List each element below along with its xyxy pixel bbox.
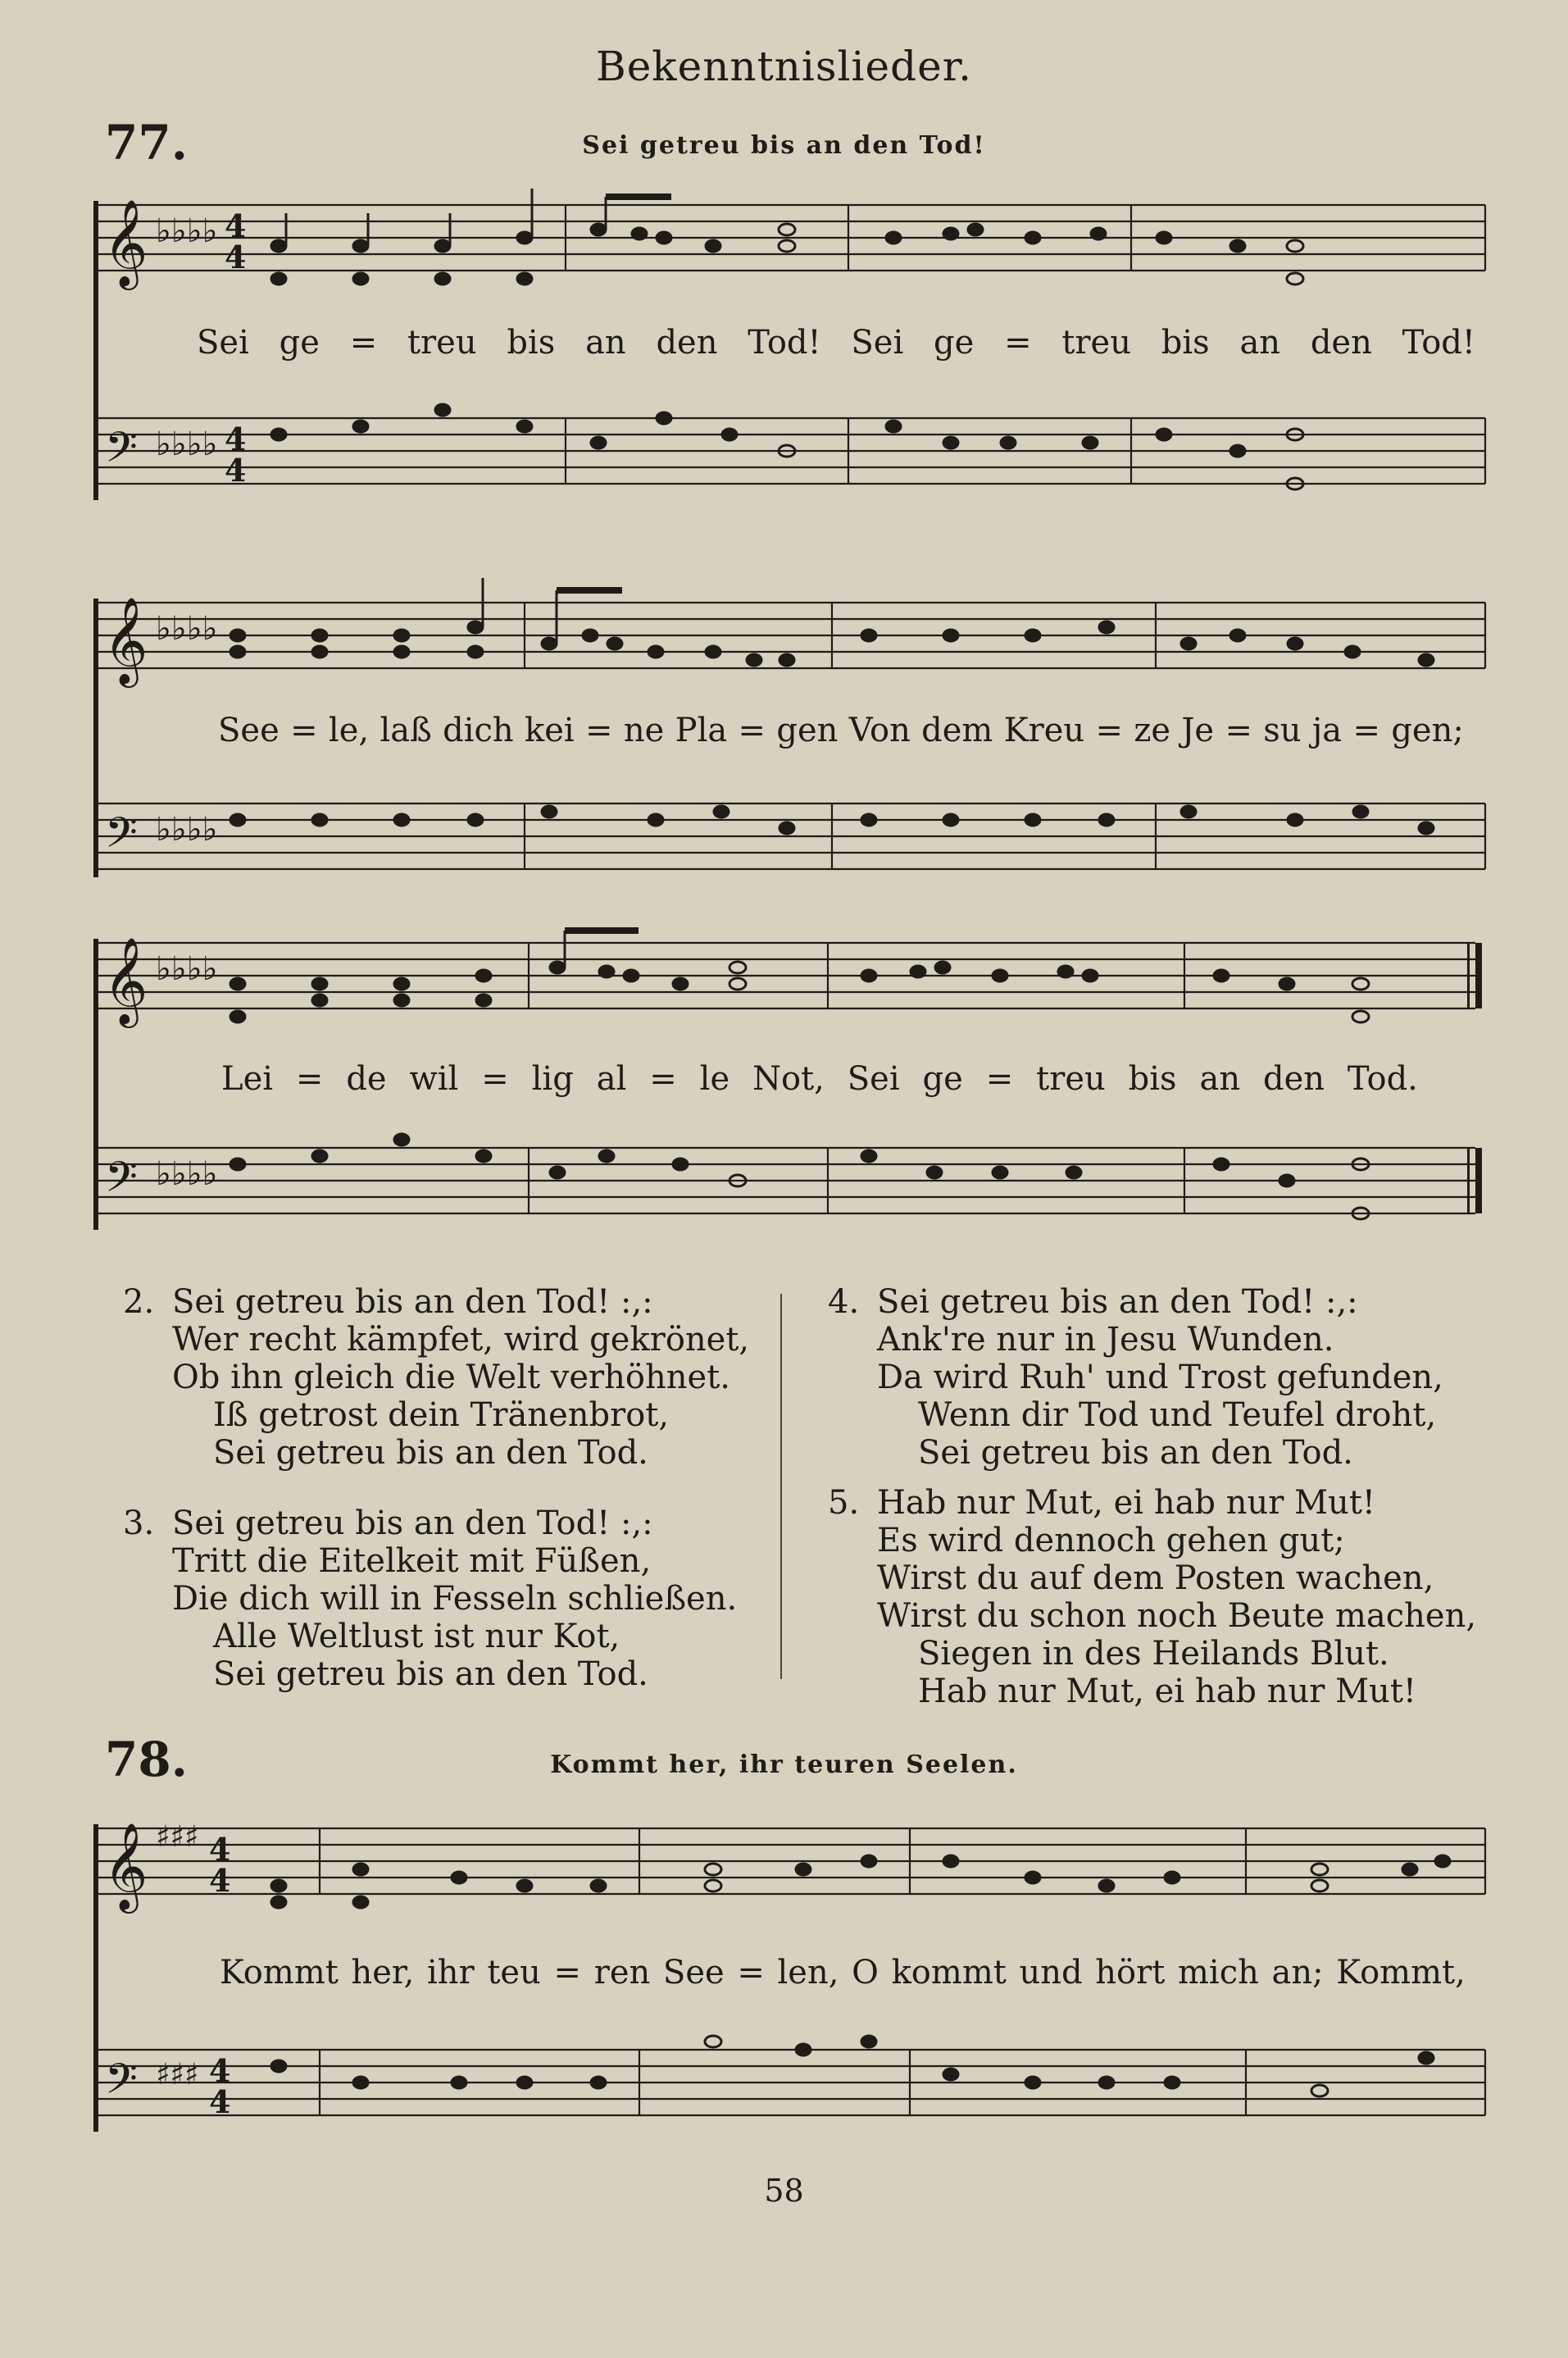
- lyric-syllable: gen;: [1391, 712, 1464, 749]
- lyric-syllable: Sei: [197, 324, 249, 362]
- lyric-line: [221, 1060, 1418, 1098]
- lyric-syllable: her,: [351, 1954, 415, 1992]
- verse-line: Wirst du auf dem Posten wachen,: [877, 1559, 1434, 1597]
- lyric-syllable: See: [218, 712, 280, 749]
- lyric-syllable: Kommt: [220, 1954, 339, 1992]
- lyric-syllable: den: [1310, 324, 1372, 362]
- svg-text:♭♭♭♭: ♭♭♭♭: [156, 212, 218, 250]
- verse: [828, 1484, 1476, 1710]
- verse-line: Da wird Ruh' und Trost gefunden,: [877, 1359, 1443, 1396]
- lyric-syllable: den: [1262, 1060, 1325, 1098]
- lyric-syllable: Tod!: [748, 324, 821, 362]
- lyric-syllable: hört: [1095, 1954, 1166, 1992]
- verse-line: Hab nur Mut, ei hab nur Mut!: [877, 1484, 1375, 1522]
- lyric-syllable: Von: [848, 712, 911, 749]
- lyric-line: [197, 324, 1475, 362]
- lyric-syllable: =: [553, 1954, 582, 1992]
- svg-text:4: 4: [225, 452, 247, 489]
- lyric-syllable: de: [346, 1060, 387, 1098]
- svg-text:𝄢: 𝄢: [105, 808, 138, 867]
- lyric-syllable: Kreu: [1003, 712, 1085, 749]
- lyric-syllable: =: [737, 1954, 765, 1992]
- lyric-syllable: =: [1004, 324, 1032, 362]
- lyric-syllable: dem: [921, 712, 993, 749]
- verse-line: Sei getreu bis an den Tod.: [213, 1434, 648, 1472]
- lyric-syllable: =: [1352, 712, 1380, 749]
- svg-text:4: 4: [225, 207, 247, 244]
- verse: [123, 1283, 749, 1472]
- lyric-syllable: treu: [407, 324, 477, 362]
- hymn-number: 78.: [105, 1732, 188, 1787]
- page-header: Bekenntnislieder.: [595, 43, 973, 90]
- page-number: 58: [764, 2173, 804, 2209]
- verse-number: 4.: [828, 1283, 860, 1321]
- lyric-syllable: bis: [1161, 324, 1210, 362]
- lyric-syllable: =: [649, 1060, 677, 1098]
- lyric-syllable: =: [585, 712, 613, 749]
- lyric-syllable: lig: [531, 1060, 574, 1098]
- lyric-syllable: Tod.: [1347, 1060, 1418, 1098]
- lyric-syllable: Not,: [752, 1060, 825, 1098]
- lyric-syllable: mich: [1177, 1954, 1259, 1992]
- lyric-syllable: bis: [1128, 1060, 1177, 1098]
- verse-number: 3.: [123, 1504, 155, 1542]
- lyric-syllable: an: [1199, 1060, 1241, 1098]
- verse-line: Es wird dennoch gehen gut;: [877, 1522, 1345, 1559]
- lyric-syllable: dich: [443, 712, 514, 749]
- svg-text:4: 4: [225, 239, 247, 275]
- lyric-syllable: ze: [1134, 712, 1171, 749]
- lyric-syllable: ge: [922, 1060, 963, 1098]
- lyric-syllable: Sei: [851, 324, 904, 362]
- lyric-line: [220, 1954, 1466, 1992]
- lyric-syllable: Je: [1181, 712, 1215, 749]
- lyric-syllable: Kommt,: [1336, 1954, 1466, 1992]
- lyric-syllable: =: [738, 712, 766, 749]
- verse-line: Iß getrost dein Tränenbrot,: [213, 1396, 670, 1434]
- verse-line: Tritt die Eitelkeit mit Füßen,: [172, 1542, 652, 1580]
- lyric-syllable: treu: [1061, 324, 1131, 362]
- hymn-title: Sei getreu bis an den Tod!: [582, 131, 986, 160]
- svg-text:♭♭♭♭: ♭♭♭♭: [156, 810, 218, 849]
- lyric-syllable: Pla: [675, 712, 728, 749]
- lyric-syllable: ge: [934, 324, 975, 362]
- verse: [828, 1283, 1443, 1472]
- verse-line: Wenn dir Tod und Teufel droht,: [918, 1396, 1437, 1434]
- lyric-syllable: Tod!: [1402, 324, 1475, 362]
- lyric-syllable: =: [290, 712, 318, 749]
- lyric-syllable: le,: [328, 712, 370, 749]
- lyric-syllable: ne: [623, 712, 665, 749]
- lyric-syllable: treu: [1036, 1060, 1106, 1098]
- lyric-syllable: ren: [593, 1954, 651, 1992]
- svg-text:♭♭♭♭: ♭♭♭♭: [156, 949, 218, 988]
- lyric-syllable: ja: [1311, 712, 1343, 749]
- verse-divider: [780, 1294, 782, 1679]
- lyric-syllable: =: [481, 1060, 509, 1098]
- lyric-syllable: al: [596, 1060, 627, 1098]
- lyric-syllable: =: [985, 1060, 1014, 1098]
- svg-text:𝄞: 𝄞: [103, 596, 148, 684]
- verse-number: 2.: [123, 1283, 155, 1321]
- lyric-syllable: teu: [487, 1954, 541, 1992]
- verse-line: Ank're nur in Jesu Wunden.: [877, 1321, 1334, 1359]
- lyric-syllable: Sei: [847, 1060, 900, 1098]
- lyric-syllable: len,: [777, 1954, 839, 1992]
- lyric-syllable: ge: [279, 324, 320, 362]
- lyric-syllable: ihr: [427, 1954, 475, 1992]
- verse-line: Die dich will in Fesseln schließen.: [172, 1580, 738, 1618]
- verse-line: Ob ihn gleich die Welt verhöhnet.: [172, 1359, 730, 1396]
- svg-text:4: 4: [209, 1862, 231, 1899]
- svg-text:♯♯♯: ♯♯♯: [156, 1819, 199, 1854]
- lyric-syllable: kei: [525, 712, 575, 749]
- lyric-syllable: und: [1019, 1954, 1083, 1992]
- lyric-syllable: wil: [409, 1060, 459, 1098]
- svg-text:♭♭♭♭: ♭♭♭♭: [156, 609, 218, 648]
- lyric-syllable: kommt: [891, 1954, 1007, 1992]
- svg-text:♯♯♯: ♯♯♯: [156, 2057, 199, 2092]
- lyric-syllable: an: [585, 324, 626, 362]
- lyric-syllable: Lei: [221, 1060, 274, 1098]
- lyric-syllable: le: [699, 1060, 730, 1098]
- lyric-syllable: O: [852, 1954, 879, 1992]
- svg-text:♭♭♭♭: ♭♭♭♭: [156, 425, 218, 463]
- svg-text:𝄢: 𝄢: [105, 422, 138, 482]
- lyric-syllable: bis: [507, 324, 556, 362]
- verse-line: Wirst du schon noch Beute machen,: [877, 1597, 1477, 1635]
- verse-line: Sei getreu bis an den Tod.: [213, 1655, 648, 1693]
- lyric-syllable: =: [295, 1060, 324, 1098]
- lyric-syllable: =: [1095, 712, 1123, 749]
- verse-line: Alle Weltlust ist nur Kot,: [213, 1618, 620, 1655]
- lyric-syllable: See: [662, 1954, 725, 1992]
- verse-line: Siegen in des Heilands Blut.: [918, 1635, 1389, 1673]
- verse-line: Wer recht kämpfet, wird gekrönet,: [172, 1321, 750, 1359]
- lyric-syllable: an: [1239, 324, 1281, 362]
- verse-number: 5.: [828, 1484, 860, 1522]
- svg-text:𝄞: 𝄞: [103, 1822, 148, 1910]
- verse: [123, 1504, 737, 1693]
- svg-text:4: 4: [225, 421, 247, 457]
- lyric-syllable: =: [349, 324, 378, 362]
- svg-text:𝄢: 𝄢: [105, 1152, 138, 1212]
- lyric-syllable: su: [1263, 712, 1302, 749]
- lyric-syllable: laß: [380, 712, 432, 749]
- lyric-syllable: an;: [1271, 1954, 1324, 1992]
- svg-text:4: 4: [209, 2052, 231, 2089]
- lyric-line: [218, 712, 1464, 749]
- svg-text:𝄞: 𝄞: [103, 198, 148, 286]
- svg-text:𝄢: 𝄢: [105, 2054, 138, 2114]
- verse-line: Hab nur Mut, ei hab nur Mut!: [918, 1673, 1416, 1710]
- svg-text:4: 4: [209, 1831, 231, 1868]
- hymn-number: 77.: [105, 115, 188, 171]
- svg-text:♭♭♭♭: ♭♭♭♭: [156, 1154, 218, 1193]
- hymn-title: Kommt her, ihr teuren Seelen.: [550, 1750, 1018, 1779]
- lyric-syllable: gen: [776, 712, 839, 749]
- verse-line: Sei getreu bis an den Tod! :,:: [877, 1283, 1358, 1321]
- verse-line: Sei getreu bis an den Tod.: [918, 1434, 1353, 1472]
- svg-text:𝄞: 𝄞: [103, 936, 148, 1024]
- verse-line: Sei getreu bis an den Tod! :,:: [172, 1504, 653, 1542]
- svg-text:4: 4: [209, 2083, 231, 2120]
- lyric-syllable: den: [656, 324, 718, 362]
- verse-line: Sei getreu bis an den Tod! :,:: [172, 1283, 653, 1321]
- lyric-syllable: =: [1225, 712, 1252, 749]
